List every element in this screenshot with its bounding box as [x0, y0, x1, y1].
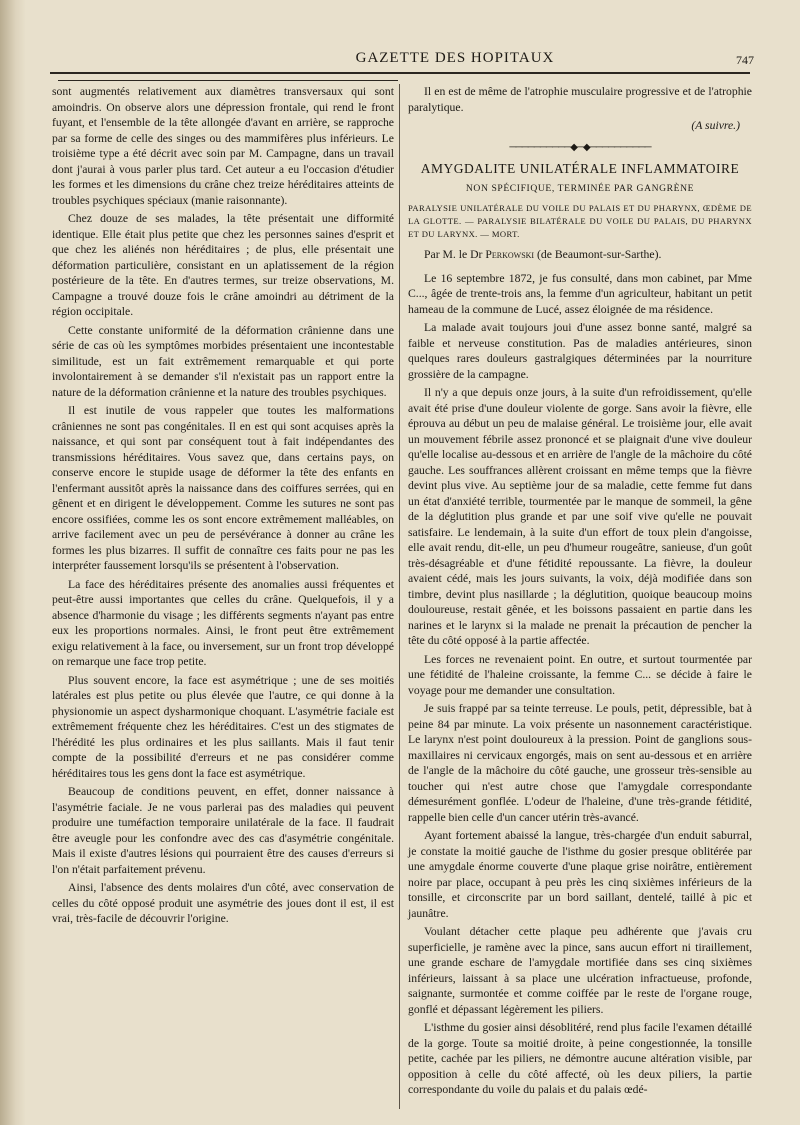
paragraph: Les forces ne revenaient point. En outre, et surtout tourmentée par une fétidité de l'haleine croissante, la femme C... se décide à faire le voyage pour me demander une consultation. — [408, 652, 752, 697]
binding-shadow — [0, 0, 26, 1125]
header-rule — [50, 72, 750, 74]
article-subtitle: NON SPÉCIFIQUE, TERMINÉE PAR GANGRÈNE — [465, 182, 695, 194]
byline-author: Perkowski — [485, 248, 535, 261]
paragraph: Cette constante uniformité de la déformation crânienne dans une série de cas où les symptômes morbides présentaient une incontestable similitude, est un fait extrêmement remarquable et qui porte involontairement à se demander s'il n'existait pas un rapport entre la nature de la déformation crânienne et la nature des troubles psychiques. — [52, 323, 394, 399]
left-column — [52, 84, 394, 930]
paragraph: Il est inutile de vous rappeler que toutes les malformations crâniennes ne sont pas congénitales. Il en est qui sont acquises après la naissance, et qui sont par conséquent tout à fait indépendantes des transmissions héréditaires. Vous savez que, dans certains pays, on conserve encore le stupide usage de déformer la tête des enfants en l'enfermant aussitôt après la naissance dans des coiffures serrées, qui en gênent et en dirigent le développement. Comme les sutures ne sont pas encore ossifiées, comme les os sont encore extrêmement malléables, on arrive facilement avec un peu de persévérance à donner au crâne les formes les plus bizarres. Il suffit de connaître ces faits pour ne pas les interpréter faussement lorsqu'ils se présentent à l'observation. — [52, 404, 394, 572]
byline — [408, 247, 752, 263]
running-head — [60, 50, 760, 70]
paragraph: Il n'y a que depuis onze jours, à la suite d'un refroidissement, qu'elle avait été prise d'une douleur violente de gorge. Sans avoir la fièvre, elle éprouva au début un peu de malaise général. Le troisième jour, elle avait un mouvement fébrile assez prononcé et se plaignait d'une vive douleur qu'elle localise au-dessous et en arrière de l'angle de la mâchoire du côté gauche. Les souffrances allèrent croissant en même temps que la fièvre devint plus vive. Au septième jour de sa maladie, cette femme fut dans un état d'anxiété terrible, tourmentée par le manque de sommeil, la gêne de la déglutition plus grande et par une soif vive qu'elle ne pouvait satisfaire. Le lendemain, à la suite d'un effort de toux plein d'angoisse, elle avait rendu, dit-elle, un peu d'humeur rougeâtre, sanieuse, d'un goût très-désagréable et d'une fétidité repoussante. La fièvre, la douleur avaient cédé, mais les jours suivants, la voix, déjà modifiée dans son timbre, devint plus nasillarde ; la déglutition, quoique beaucoup moins douloureuse, restait gênée, et les boissons passaient en partie dans les narines et le larynx si la malade ne prenait la précaution de pencher la tête du côté opposé à la partie affectée. — [408, 386, 752, 647]
byline-suffix: (de Beaumont-sur-Sarthe). — [537, 248, 662, 261]
paragraph: La face des héréditaires présente des anomalies aussi fréquentes et peut-être aussi importantes que celles du crâne. Quelquefois, il y a absence d'harmonie du visage ; les différents segments n'ayant pas entre eux les proportions normales. Ainsi, le front peut être extrêmement exigu relativement à la face, ou inversement, sur un front trop développé on remarque une face trop petite. — [52, 577, 394, 668]
article-summary: PARALYSIE UNILATÉRALE DU VOILE DU PALAIS ET DU PHARYNX, ŒDÈME DE LA GLOTTE. — PARALYSIE BILATÉRALE DU VOILE DU PALAIS, DU PHARYNX ET DU LARYNX. — MORT. — [408, 203, 752, 239]
paragraph: Ainsi, l'absence des dents molaires d'un côté, avec conservation de celles du côté opposé produit une asymétrie des joues dont il est, il est vrai, très-facile de découvrir l'origine. — [52, 881, 394, 925]
paragraph: Beaucoup de conditions peuvent, en effet, donner naissance à l'asymétrie faciale. Je ne vous parlerai pas des maladies qui peuvent produire une tuméfaction temporaire unilatérale de la face. Il faudrait être aveugle pour les confondre avec des cas d'asymétrie congénitale. Mais il existe d'autres lésions qui pourraient être des causes d'erreurs si l'on n'était parfaitement prévenu. — [52, 785, 394, 876]
paragraph: L'isthme du gosier ainsi désoblitéré, rend plus facile l'examen détaillé de la gorge. Toute sa moitié droite, à peine congestionnée, la tonsille petite, cachée par les piliers, ne démontre aucune altération visible, par opposition à celle du côté affecté, où les deux piliers, la partie correspondante du voile du palais et du palais œdé- — [408, 1021, 752, 1096]
paragraph: Il en est de même de l'atrophie musculaire progressive et de l'atrophie paralytique. — [408, 85, 752, 114]
journal-title: GAZETTE DES HOPITAUX — [355, 50, 555, 66]
paragraph: Voulant détacher cette plaque peu adhérente que j'avais cru superficielle, je ramène avec la pince, sans aucun effort ni tiraillement, une grande eschare de l'amygdale mortifiée dans ses cinq sixièmes inférieurs, laissant à sa place une ulcération infractueuse, profonde, saignante, surmontée et comme coiffée par le reste de l'organe rouge, gonflé et dépassant légèrement les piliers. — [408, 925, 752, 1016]
continuation-note: (A suivre.) — [691, 119, 740, 132]
paragraph: Plus souvent encore, la face est asymétrique ; une de ses moitiés latérales est plus petite ou plus élevée que l'autre, ce qui donne à la physionomie un aspect dysharmonique choquant. L'asymétrie faciale est extrêmement fréquente chez les héréditaires. C'est un des stigmates de l'hérédité les plus ordinaires et les plus saillants. Mais il faut tenir compte de la possibilité d'erreurs et ne pas considérer comme héréditaires tous les gens dont la face est asymétrique. — [52, 673, 394, 780]
paragraph: Le 16 septembre 1872, je fus consulté, dans mon cabinet, par Mme C..., âgée de trente-trois ans, la femme d'un agriculteur, habitant un petit hameau de la commune de Lucé, assez éloignée de ma résidence. — [408, 271, 752, 316]
paragraph: sont augmentés relativement aux diamètres transversaux qui sont amoindris. On observe alors une dépression frontale, qui rend le front fuyant, et l'ensemble de la tête allongée d'avant en arrière, se rapproche par sa forme de celle des singes ou des mammifères plus inférieurs. Le troisième type a été décrit avec soin par M. Campagne, dans un travail dont j'aurai à vous parler plus tard. Cet auteur a eu l'occasion d'étudier les formes et les dimensions du crâne chez treize héréditaires atteints de troubles psychiques spéciaux (manie raisonnante). — [52, 85, 394, 207]
column-divider — [399, 84, 400, 1109]
header-rule-secondary — [58, 80, 398, 81]
byline-prefix: Par M. le Dr — [424, 248, 483, 261]
paragraph: Chez douze de ses malades, la tête présentait une difformité identique. Elle était plus petite que chez les personnes saines d'esprit et que chez les aliénés non héréditaires ; de plus, elle présentait une déformation particulière, consistant en un aplatissement de la région postérieure de la tête. En d'autres termes, sur treize observations, M. Campagne a trouvé douze fois le crâne amoindri au détriment de la région occipitale. — [52, 212, 394, 318]
paragraph: La malade avait toujours joui d'une assez bonne santé, malgré sa faible et nerveuse constitution. Pas de maladies antérieures, sinon quelques rares douleurs gastralgiques déterminées par la nourriture grossière de la campagne. — [408, 321, 752, 381]
article-title: AMYGDALITE UNILATÉRALE INFLAMMATOIRE — [420, 161, 740, 176]
paragraph: Ayant fortement abaissé la langue, très-chargée d'un enduit saburral, je constate la moitié gauche de l'isthme du gosier presque oblitérée par une amygdale énorme couverte d'une plaque grise noirâtre, entièrement noire par place, occupant à peu près les cinq sixièmes inférieurs de la tonsille, et circonscrite par un bord saillant, dentelé, taillé à pic et jaunâtre. — [408, 829, 752, 920]
right-column — [408, 84, 752, 1101]
page-number: 747 — [736, 53, 754, 67]
paragraph: Je suis frappé par sa teinte terreuse. Le pouls, petit, dépressible, bat à peine 84 par minute. La voix présente un nasonnement caractéristique. Le larynx n'est point douloureux à la pression. Point de ganglions sous-maxillaires ni cervicaux engorgés, mais on sent au-dessous et en arrière de l'angle de la mâchoire du côté gauche, une grosseur très-sensible au toucher qui n'est autre chose que l'amygdale correspondante démesurément gonflée. L'odeur de l'haleine, d'une très-grande fétidité, rappelle bien celle d'un cancer utérin très-avancé. — [408, 702, 752, 824]
ornamental-divider: ──────────◆─◆────────── — [509, 141, 651, 153]
